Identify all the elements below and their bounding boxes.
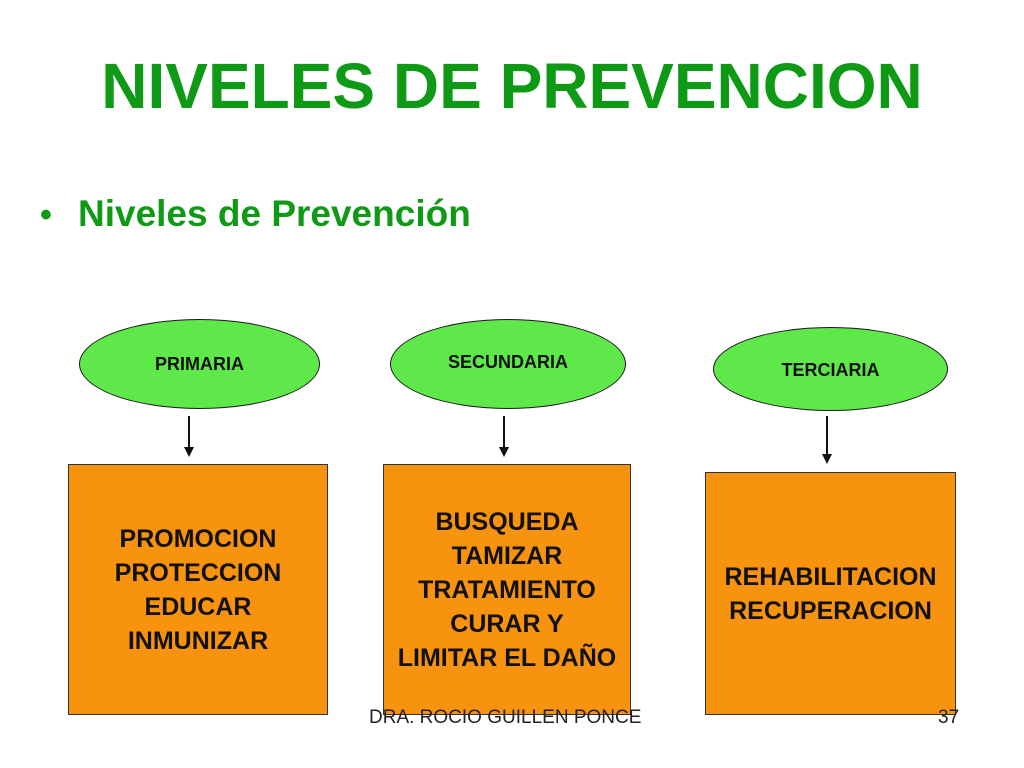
action-item: PROMOCION — [119, 524, 277, 553]
level-box-secundaria — [383, 464, 631, 715]
level-box-terciaria — [705, 472, 956, 715]
arrow-head-primaria — [184, 447, 194, 457]
arrow-secundaria — [503, 416, 505, 448]
action-item: RECUPERACION — [729, 596, 932, 625]
level-ellipse-terciaria — [713, 327, 948, 411]
bullet-item — [40, 190, 471, 239]
arrow-terciaria — [826, 416, 828, 455]
action-item: LIMITAR EL DAÑO — [397, 643, 617, 672]
action-item: EDUCAR — [144, 592, 252, 621]
level-ellipse-secundaria — [390, 319, 626, 409]
bullet-symbol: • — [40, 196, 52, 234]
bullet-text: Niveles de Prevención — [78, 193, 471, 234]
action-item: REHABILITACION — [724, 562, 937, 591]
level-label: SECUNDARIA — [447, 351, 568, 372]
action-item: TRATAMIENTO — [418, 575, 596, 604]
footer-author: DRA. ROCIO GUILLEN PONCE — [369, 707, 642, 728]
arrow-primaria — [188, 416, 190, 448]
arrow-head-terciaria — [822, 454, 832, 464]
action-item: CURAR Y — [450, 609, 564, 638]
action-item: INMUNIZAR — [127, 626, 269, 655]
level-box-primaria — [68, 464, 328, 715]
action-item: PROTECCION — [114, 558, 282, 587]
slide-title: NIVELES DE PREVENCION — [101, 50, 923, 122]
footer-page-number: 37 — [938, 707, 960, 728]
arrow-head-secundaria — [499, 447, 509, 457]
action-item: BUSQUEDA — [435, 507, 579, 536]
action-item: TAMIZAR — [451, 541, 563, 570]
level-label: TERCIARIA — [781, 359, 880, 380]
level-ellipse-primaria — [79, 319, 320, 409]
level-label: PRIMARIA — [155, 353, 244, 374]
